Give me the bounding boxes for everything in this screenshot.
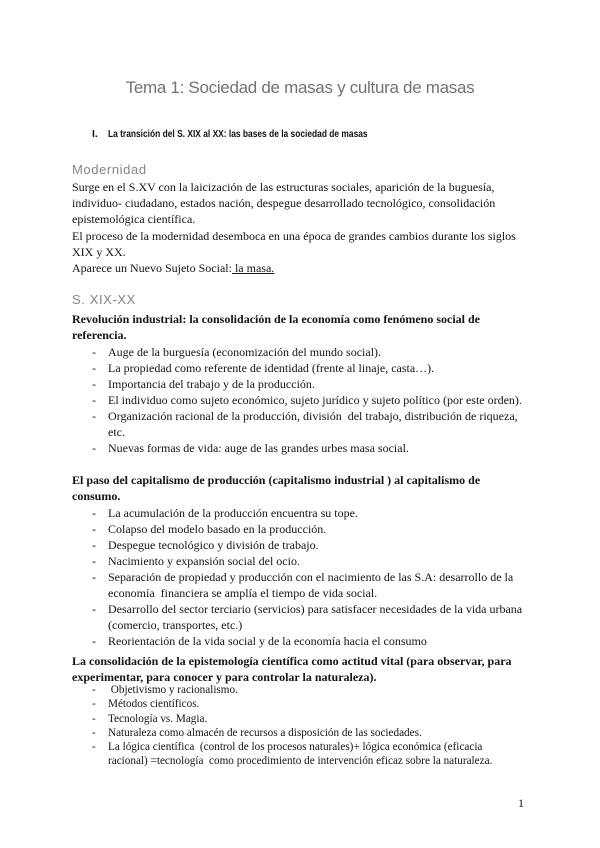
paragraph-modernidad-origin: Surge en el S.XV con la laicización de las estructuras sociales, aparición de la buguesía, individuo- ciudadano, estados nación, despegue desarrollado tecnológico, consolidación epistemológica científica. [72,180,496,226]
list-item [72,376,542,392]
list-bullet: - [92,361,96,375]
list-item [72,440,542,456]
list-item-text: Importancia del trabajo y de la producción. [108,377,315,391]
list-item [72,360,542,376]
list-bullet: - [92,393,96,407]
section-title: La transición del S. XIX al XX: las bases de la sociedad de masas [108,128,368,140]
list-item-text: Organización racional de la producción, división del trabajo, distribución de riqueza, etc. [108,409,518,439]
list-bullet: - [92,634,96,648]
list-item-text: Nuevas formas de vida: auge de las grandes urbes masa social. [108,441,409,455]
list-item [72,683,542,697]
list-item-text: Nacimiento y expansión social del ocio. [108,554,300,568]
list-item [72,697,542,711]
list-bullet: - [92,684,96,696]
paragraph-new-subject [72,260,542,276]
list-item [72,521,542,537]
paragraph-modernidad-process: El proceso de la modernidad desemboca en una época de grandes cambios durante los siglos XIX y XX. [72,229,516,259]
list-item-text: La acumulación de la producción encuentra su tope. [108,506,358,520]
bullet-list-capitalismo [72,505,542,649]
list-item [72,740,542,769]
list-item [72,712,542,726]
list-item-text: Colapso del modelo basado en la producción. [108,522,327,536]
list-item [72,392,542,408]
list-bullet: - [92,377,96,391]
list-bullet: - [92,538,96,552]
list-item [72,553,542,569]
page-title: Tema 1: Sociedad de masas y cultura de masas [125,78,475,97]
list-item-text: La propiedad como referente de identidad (frente al linaje, casta…). [108,361,435,375]
list-item [72,408,542,440]
list-item-text: Métodos científicos. [108,698,200,711]
list-bullet: - [92,522,96,536]
list-item-text: Desarrollo del sector terciario (servicios) para satisfacer necesidades de la vida urbana (comercio, transportes, etc.) [108,602,523,632]
list-bullet: - [92,726,96,739]
topic-heading-revolucion: Revolución industrial: la consolidación de la economía como fenómeno social de referencia. [72,312,480,342]
list-item [72,601,542,633]
list-bullet: - [92,712,96,725]
list-bullet: - [92,698,96,711]
list-item-text: Separación de propiedad y producción con el nacimiento de las S.A: desarrollo de la economía financiera se amplía el tiempo de vida social. [108,570,514,600]
list-item-text: Reorientación de la vida social y de la economía hacia el consumo [108,634,427,648]
list-bullet: - [92,345,96,359]
subheading-modernidad: Modernidad [72,162,147,177]
list-bullet: - [92,554,96,568]
new-subject-text: Aparece un Nuevo Sujeto Social: [72,261,232,275]
list-item [72,537,542,553]
section-heading [92,127,512,141]
list-item-text: El individuo como sujeto económico, sujeto jurídico y sujeto político (por este orden). [108,393,522,407]
list-item-text: La lógica científica (control de los procesos naturales)+ lógica económica (eficacia racional) =tecnología como procedimiento de intervención eficaz sobre la naturaleza. [108,741,493,768]
list-bullet: - [92,602,96,616]
subheading-siglos: S. XIX-XX [72,292,136,307]
list-item-text: Objetivismo y racionalismo. [108,684,238,696]
list-item [72,569,542,601]
topic-heading-epistemologia: La consolidación de la epistemología científica como actitud vital (para observar, para experimentar, para conocer y para controlar la naturaleza). [72,654,512,684]
list-bullet: - [92,570,96,584]
section-number: I. [92,128,98,140]
topic-heading-capitalismo: El paso del capitalismo de producción (capitalismo industrial ) al capitalismo de consumo. [72,473,481,503]
bullet-list-revolucion [72,344,542,456]
list-item [72,505,542,521]
list-item [72,726,542,740]
underlined-term: la masa. [231,261,275,275]
page-number: 1 [518,796,524,810]
list-bullet: - [92,409,96,423]
list-bullet: - [92,506,96,520]
list-bullet: - [92,741,96,754]
list-item-text: Naturaleza como almacén de recursos a disposición de las sociedades. [108,726,422,739]
list-item [72,344,542,360]
list-item-text: Despegue tecnológico y división de trabajo. [108,538,319,552]
bullet-list-epistemologia [72,683,542,769]
list-item [72,633,542,649]
list-item-text: Tecnología vs. Magia. [108,712,208,725]
list-item-text: Auge de la burguesía (economización del mundo social). [108,345,382,359]
list-bullet: - [92,441,96,455]
